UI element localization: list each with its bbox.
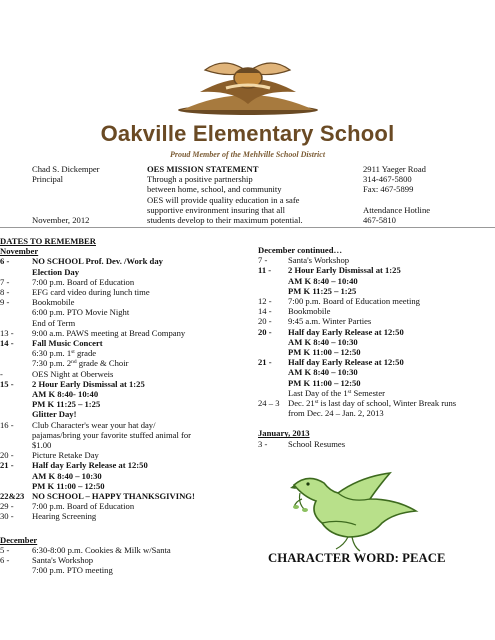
event-line <box>0 318 255 328</box>
event-line <box>258 347 495 357</box>
event-text: 7:00 p.m. Board of Education <box>32 276 135 287</box>
principal-title: Principal <box>32 174 64 185</box>
event-text: PM K 11:00 – 12:50 <box>32 480 105 491</box>
event-item <box>258 439 495 449</box>
event-item <box>258 265 495 296</box>
event-date-number <box>0 440 32 450</box>
event-line <box>0 287 255 297</box>
event-item <box>258 255 495 265</box>
event-date-number: - <box>0 368 3 379</box>
event-line <box>0 328 255 338</box>
event-date-number: 6 - <box>0 555 10 566</box>
event-line <box>0 307 255 317</box>
event-line <box>0 545 255 555</box>
event-date-number: 5 - <box>0 544 10 555</box>
event-date-number: 11 - <box>258 265 272 276</box>
event-date-number: 20 - <box>258 316 272 327</box>
event-line <box>0 450 255 460</box>
event-line <box>0 358 255 368</box>
mission-title: OES MISSION STATEMENT <box>147 164 259 174</box>
event-line <box>258 327 495 337</box>
event-date-number <box>0 358 32 368</box>
event-item <box>258 327 495 358</box>
event-date-number: 3 - <box>258 438 268 449</box>
event-line <box>258 306 495 316</box>
event-date-number: 16 - <box>0 419 14 430</box>
event-line <box>0 379 255 389</box>
principal-block <box>32 164 100 225</box>
event-line <box>0 277 255 287</box>
event-line <box>258 398 495 408</box>
event-date-number <box>0 348 32 358</box>
event-item <box>0 328 255 338</box>
event-date-number: 12 - <box>258 296 272 307</box>
event-line <box>0 420 255 430</box>
event-date-number: 7 - <box>0 276 10 287</box>
month-november: November <box>0 246 39 257</box>
dates-column-left <box>0 236 255 576</box>
acorn-leaves-emblem <box>178 63 318 115</box>
header-divider <box>0 227 495 228</box>
event-text: 7:00 p.m. Board of Education <box>32 501 135 512</box>
event-text: 7:30 p.m. 2nd grade & Choir <box>32 358 129 369</box>
event-text: Santa's Workshop <box>288 255 350 266</box>
event-item <box>0 545 255 555</box>
event-line <box>0 430 255 440</box>
event-line <box>0 471 255 481</box>
event-date-number <box>0 399 32 409</box>
event-date-number: 24 – 3 <box>258 398 280 409</box>
event-item <box>258 398 495 418</box>
event-line <box>258 265 495 275</box>
event-item <box>0 379 255 420</box>
event-date-number <box>258 388 288 398</box>
event-date-number: 13 - <box>0 327 14 338</box>
newsletter-date: November, 2012 <box>32 215 90 225</box>
event-text: AM K 8:40 – 10:40 <box>288 275 358 286</box>
event-date-number: 20 - <box>0 450 14 461</box>
event-line <box>258 296 495 306</box>
event-line <box>258 255 495 265</box>
event-date-number <box>258 276 288 286</box>
event-text: 6:30-8:00 p.m. Cookies & Milk w/Santa <box>32 544 171 555</box>
school-address: 2911 Yaeger Road <box>363 164 426 174</box>
event-item <box>0 491 255 501</box>
event-text: Half day Early Release at 12:50 <box>32 460 148 471</box>
december-continued-events <box>258 255 495 418</box>
event-date-number <box>0 471 32 481</box>
event-text: Club Character's wear your hat day/ <box>32 419 156 430</box>
event-date-number <box>258 337 288 347</box>
event-item <box>0 369 255 379</box>
event-text: 9:00 a.m. PAWS meeting at Bread Company <box>32 327 186 338</box>
event-item <box>258 296 495 306</box>
event-text: Glitter Day! <box>32 409 77 420</box>
event-date-number <box>0 430 32 440</box>
event-date-number <box>0 409 32 419</box>
event-text: from Dec. 24 – Jan. 2, 2013 <box>288 408 384 419</box>
event-text: AM K 8:40 – 10:30 <box>288 336 358 347</box>
event-text: 2 Hour Early Dismissal at 1:25 <box>32 378 145 389</box>
event-text: Picture Retake Day <box>32 450 99 461</box>
event-text: AM K 8:40 – 10:30 <box>32 470 102 481</box>
event-date-number: 8 - <box>0 287 10 298</box>
event-item <box>0 287 255 297</box>
event-text: PM K 11:25 – 1:25 <box>32 399 101 410</box>
event-date-number <box>0 267 32 277</box>
event-text: End of Term <box>32 317 76 328</box>
event-line <box>0 460 255 470</box>
event-item <box>258 388 495 398</box>
event-text: Fall Music Concert <box>32 338 103 349</box>
event-line <box>258 388 495 398</box>
event-text: 2 Hour Early Dismissal at 1:25 <box>288 265 401 276</box>
event-item <box>0 256 255 276</box>
event-line <box>0 481 255 491</box>
event-line <box>0 267 255 277</box>
event-text: EFG card video during lunch time <box>32 287 150 298</box>
event-date-number: 30 - <box>0 511 14 522</box>
november-events <box>0 256 255 521</box>
school-name: Oakville Elementary School <box>100 121 395 146</box>
event-date-number: 29 - <box>0 501 14 512</box>
event-line <box>0 501 255 511</box>
event-text: AM K 8:40- 10:40 <box>32 389 99 400</box>
event-date-number <box>258 378 288 388</box>
event-date-number: 14 - <box>0 338 14 349</box>
event-line <box>258 357 495 367</box>
event-text: OES Night at Oberweis <box>32 368 114 379</box>
event-text: 7:00 p.m. PTO meeting <box>32 565 113 576</box>
event-text: PM K 11:00 – 12:50 <box>288 377 361 388</box>
event-text: School Resumes <box>288 438 346 449</box>
mission-line: between home, school, and community <box>147 184 282 195</box>
event-line <box>0 555 255 565</box>
event-date-number: 22&23 <box>0 491 25 502</box>
event-line <box>0 565 255 575</box>
mission-line: Through a positive partnership <box>147 174 253 185</box>
event-item <box>0 297 255 328</box>
event-item <box>0 555 255 575</box>
event-line <box>0 297 255 307</box>
event-item <box>258 316 495 326</box>
event-date-number: 15 - <box>0 378 14 389</box>
event-date-number: 14 - <box>258 306 272 317</box>
event-date-number <box>0 389 32 399</box>
event-item <box>258 306 495 316</box>
school-phone: 314-467-5800 <box>363 174 412 185</box>
mission-line: OES will provide quality education in a safe <box>147 194 300 205</box>
event-line <box>258 316 495 326</box>
dates-column-right <box>258 245 495 449</box>
event-line <box>0 389 255 399</box>
event-line <box>258 378 495 388</box>
hotline-number: 467-5810 <box>363 215 396 225</box>
december-events <box>0 545 255 576</box>
event-text: Election Day <box>32 266 80 277</box>
event-line <box>258 367 495 377</box>
event-text: PM K 11:25 – 1:25 <box>288 285 357 296</box>
event-item <box>0 511 255 521</box>
event-date-number <box>258 347 288 357</box>
event-date-number: 21 - <box>258 357 272 368</box>
event-item <box>258 357 495 388</box>
event-date-number: 7 - <box>258 255 268 266</box>
event-text: 7:00 p.m. Board of Education meeting <box>288 296 420 307</box>
event-text: Bookmobile <box>288 306 331 317</box>
event-date-number: 21 - <box>0 460 14 471</box>
event-item <box>0 450 255 460</box>
event-item <box>0 501 255 511</box>
peace-dove-image <box>290 463 430 557</box>
event-text: Dec. 21st is last day of school, Winter Break runs <box>288 398 457 409</box>
event-text: PM K 11:00 – 12:50 <box>288 347 361 358</box>
event-item <box>0 420 255 451</box>
january-events <box>258 439 495 449</box>
event-line <box>0 256 255 266</box>
event-text: Santa's Workshop <box>32 555 94 566</box>
event-line <box>258 408 495 418</box>
event-date-number <box>0 318 32 328</box>
district-tagline: Proud Member of the Mehlville School District <box>169 150 326 159</box>
event-date-number: 20 - <box>258 326 272 337</box>
event-line <box>258 276 495 286</box>
school-fax: Fax: 467-5899 <box>363 184 414 195</box>
mission-line: students develop to their maximum potential. <box>147 215 303 226</box>
event-date-number <box>0 307 32 317</box>
event-item <box>0 338 255 348</box>
principal-name: Chad S. Dickemper <box>32 164 100 174</box>
mission-statement <box>147 164 303 225</box>
event-text: Last Day of the 1st Semester <box>288 387 385 398</box>
dates-heading: DATES TO REMEMBER <box>0 236 96 246</box>
event-line <box>0 409 255 419</box>
event-date-number: 9 - <box>0 297 10 308</box>
event-line <box>0 491 255 501</box>
december-continued-heading: December continued… <box>258 245 343 255</box>
event-date-number <box>258 408 288 418</box>
event-text: pajamas/bring your favorite stuffed animal for <box>32 429 192 440</box>
event-date-number <box>258 367 288 377</box>
event-date-number: 6 - <box>0 256 10 267</box>
event-text: NO SCHOOL – HAPPY THANKSGIVING! <box>32 491 195 502</box>
event-line <box>0 338 255 348</box>
event-line <box>258 337 495 347</box>
event-line <box>0 440 255 450</box>
event-item <box>0 460 255 491</box>
month-january: January, 2013 <box>258 428 310 439</box>
event-text: AM K 8:40 – 10:30 <box>288 367 358 378</box>
event-text: Hearing Screening <box>32 511 97 522</box>
contact-block <box>363 164 430 225</box>
character-word: CHARACTER WORD: PEACE <box>268 551 446 565</box>
event-item <box>0 348 255 368</box>
month-december: December <box>0 534 38 545</box>
event-date-number <box>0 565 32 575</box>
event-text: 6:30 p.m. 1st grade <box>32 348 97 359</box>
event-line <box>0 399 255 409</box>
event-text: Half day Early Release at 12:50 <box>288 326 404 337</box>
event-text: Bookmobile <box>32 297 75 308</box>
event-text: 9:45 a.m. Winter Parties <box>288 316 372 327</box>
event-line <box>258 439 495 449</box>
event-date-number <box>258 286 288 296</box>
event-line <box>0 511 255 521</box>
event-line <box>258 286 495 296</box>
mission-line: supportive environment insuring that all <box>147 204 285 215</box>
event-text: $1.00 <box>32 440 52 451</box>
event-text: NO SCHOOL Prof. Dev. /Work day <box>32 256 163 267</box>
event-text: 6:00 p.m. PTO Movie Night <box>32 307 130 318</box>
event-date-number <box>0 481 32 491</box>
event-line <box>0 348 255 358</box>
event-item <box>0 277 255 287</box>
event-line <box>0 369 255 379</box>
hotline-label: Attendance Hotline <box>363 204 431 215</box>
event-text: Half day Early Release at 12:50 <box>288 357 404 368</box>
